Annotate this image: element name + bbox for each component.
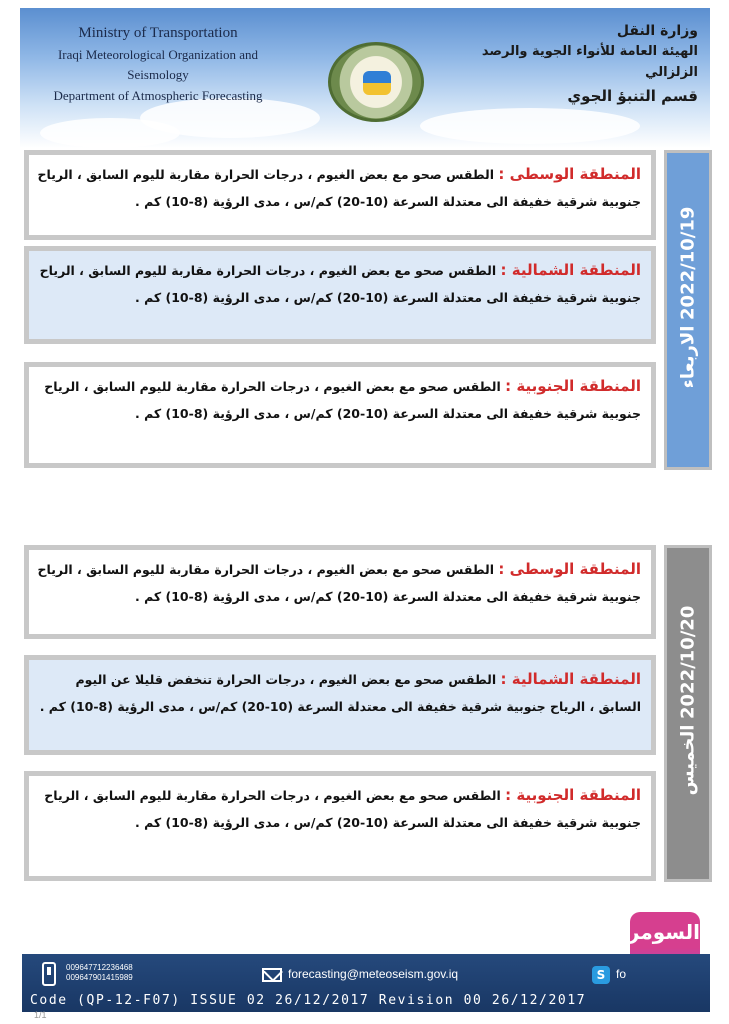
region-card-south: [24, 362, 656, 468]
page-number: 1/1: [34, 1010, 47, 1020]
day-name: الخميس: [677, 724, 699, 796]
phone-numbers: [66, 963, 133, 983]
region-forecast-text: الطقس صحو مع بعض الغيوم ، درجات الحرارة مقاربة لليوم السابق ، الرياح جنوبية شرقية خفيفة الى معتدلة السرعة (10-20) كم/س ، مدى الرؤية (8-10) كم .: [44, 788, 641, 830]
date-bar: [664, 545, 712, 882]
badge-title: السومرية: [608, 920, 700, 944]
email-icon: [262, 968, 282, 982]
region-name: المنطقة الجنوبية :: [505, 786, 641, 804]
ministry-name-en: Ministry of Transportation: [78, 25, 238, 41]
region-card-north: [24, 655, 656, 755]
skype-id: fo: [616, 967, 627, 981]
logo-emblem-icon: [363, 71, 391, 95]
phone-number: 009647901415989: [66, 973, 133, 982]
ministry-name-ar: وزارة النقل: [616, 23, 698, 39]
phone-icon: [42, 962, 56, 986]
region-name: المنطقة الشمالية :: [500, 261, 641, 279]
region-name: المنطقة الوسطى :: [498, 560, 641, 578]
region-forecast-text: الطقس صحو مع بعض الغيوم ، درجات الحرارة مقاربة لليوم السابق ، الرياح جنوبية شرقية خفيفة الى معتدلة السرعة (10-20) كم/س ، مدى الرؤية (8-10) كم .: [37, 167, 641, 209]
email-address[interactable]: forecasting@meteoseism.gov.iq: [288, 967, 459, 981]
organization-logo: [328, 42, 424, 122]
organization-name-en: Iraqi Meteorological Organization and Seismology: [57, 47, 259, 83]
region-card-central: [24, 150, 656, 240]
forecast-date: 2022/10/19: [677, 206, 699, 320]
header-banner: [20, 8, 710, 148]
phone-number: 009647712236468: [66, 963, 133, 972]
forecast-date: 2022/10/20: [677, 605, 699, 719]
department-name-ar: قسم التنبؤ الجوي: [567, 86, 698, 105]
day-name: الاربعاء: [677, 325, 699, 388]
footer-bar: [22, 954, 710, 1012]
region-card-north: [24, 246, 656, 344]
document-code-line: Code (QP-12-F07) ISSUE 02 26/12/2017 Revision 00 26/12/2017: [30, 993, 587, 1008]
region-name: المنطقة الجنوبية :: [505, 377, 641, 395]
region-forecast-text: الطقس صحو مع بعض الغيوم ، درجات الحرارة تنخفض قليلا عن اليوم السابق ، الرياح جنوبية شرقية خفيفة الى معتدلة السرعة (10-20) كم/س ، مدى الرؤية (8-10) كم .: [39, 672, 641, 714]
forecast-day-1: [20, 150, 712, 470]
region-forecast-text: الطقس صحو مع بعض الغيوم ، درجات الحرارة مقاربة لليوم السابق ، الرياح جنوبية شرقية خفيفة الى معتدلة السرعة (10-20) كم/س ، مدى الرؤية (8-10) كم .: [39, 263, 641, 305]
region-name: المنطقة الوسطى :: [498, 165, 641, 183]
region-forecast-text: الطقس صحو مع بعض الغيوم ، درجات الحرارة مقاربة لليوم السابق ، الرياح جنوبية شرقية خفيفة الى معتدلة السرعة (10-20) كم/س ، مدى الرؤية (8-10) كم .: [44, 379, 641, 421]
department-name-en: Department of Atmospheric Forecasting: [53, 87, 263, 103]
organization-name-ar: الهيئة العامة للأنواء الجوية والرصد الزلزالي: [481, 44, 698, 81]
region-card-central: [24, 545, 656, 639]
region-name: المنطقة الشمالية :: [500, 670, 641, 688]
skype-icon: S: [592, 966, 610, 984]
region-forecast-text: الطقس صحو مع بعض الغيوم ، درجات الحرارة مقاربة لليوم السابق ، الرياح جنوبية شرقية خفيفة الى معتدلة السرعة (10-20) كم/س ، مدى الرؤية (8-10) كم .: [37, 562, 641, 604]
region-card-south: [24, 771, 656, 881]
header-english: [38, 22, 278, 106]
date-bar: [664, 150, 712, 470]
forecast-day-2: [20, 545, 712, 882]
header-arabic: [438, 20, 698, 108]
